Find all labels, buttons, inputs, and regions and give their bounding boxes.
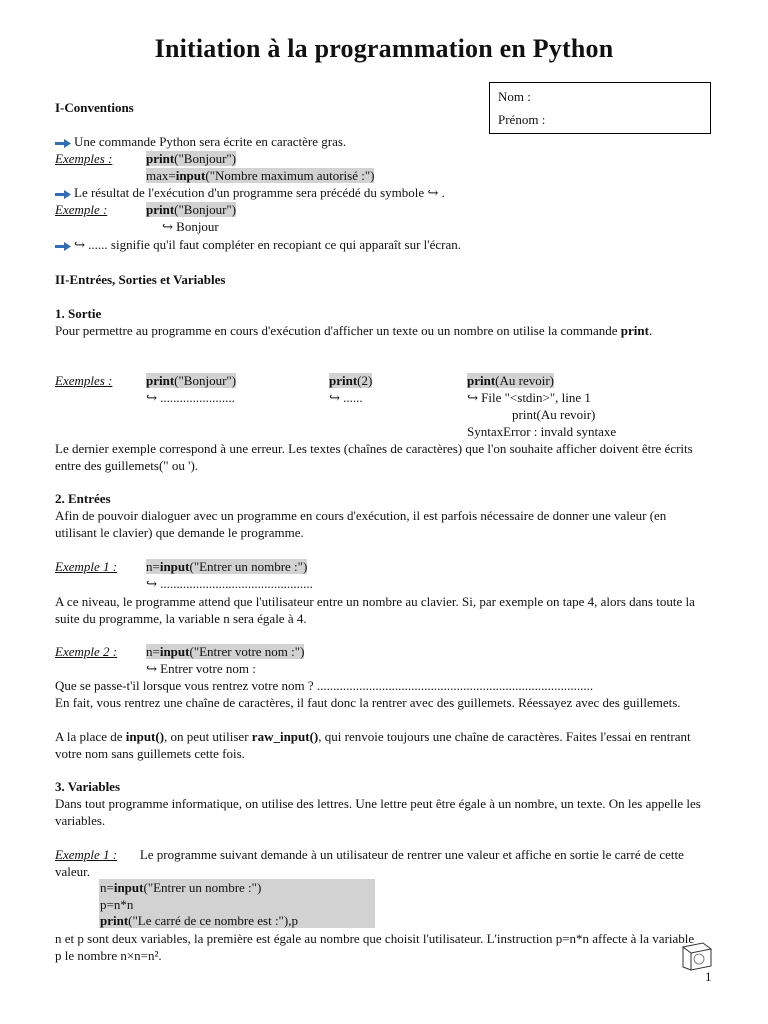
subheading-sortie: 1. Sortie [55, 306, 102, 321]
sortie-note: Le dernier exemple correspond à une erreur. Les textes (chaînes de caractères) que l'on souhaite afficher doivent être écrits entre des guillemets(" ou '). [55, 441, 693, 473]
variables-paragraph: Dans tout programme informatique, on utilise des lettres. Une lettre peut être égale à un nombre, un texte. On les appelle les variables. [55, 796, 701, 828]
convention-line-1: Une commande Python sera écrite en caractère gras. [55, 133, 346, 150]
sortie-result-3-line3: SyntaxError : invald syntaxe [467, 424, 617, 439]
name-box [489, 82, 711, 134]
variables-conclusion: n et p sont deux variables, la première est égale au nombre que choisit l'utilisateur. L'instruction p=n*n affecte à la variable p le nombre n×n=n². [55, 931, 695, 963]
page-title: Initiation à la programmation en Python [154, 34, 614, 63]
entrees-exemple-2-result: ↪ Entrer votre nom : [146, 661, 256, 676]
example-print-bonjour: print("Bonjour") [146, 151, 237, 166]
entrees-exemple-1-result: ↪ ............................................... [146, 576, 313, 591]
subheading-entrees: 2. Entrées [55, 491, 111, 506]
nom-label: Nom : [498, 89, 531, 104]
blue-arrow-icon [55, 139, 71, 148]
entrees-exemple-2-code: n=input("Entrer votre nom :") [146, 644, 305, 659]
example-print-bonjour-2: print("Bonjour") [146, 202, 237, 217]
example-result-bonjour: ↪ Bonjour [162, 219, 219, 234]
example-max-input: max=input("Nombre maximum autorisé :") [146, 168, 375, 183]
sortie-paragraph: Pour permettre au programme en cours d'exécution d'afficher un texte ou un nombre on utilise la commande print. [55, 323, 653, 338]
subheading-variables: 3. Variables [55, 779, 121, 794]
entrees-exemple-2-label: Exemple 2 : [55, 644, 118, 659]
sortie-example-3: print(Au revoir) [467, 373, 555, 388]
section-heading-conventions: I-Conventions [55, 100, 134, 115]
convention-line-3: ↪ ...... signifie qu'il faut compléter en recopiant ce qui apparaît sur l'écran. [55, 236, 461, 253]
exemples-label: Exemples : [55, 151, 113, 166]
sortie-result-3-line1: ↪ File "<stdin>", line 1 [467, 390, 591, 405]
entrees-guillemets-paragraph: En fait, vous rentrez une chaîne de caractères, il faut donc la rentrer avec des guillemets. Réessayez avec des guillemets. [55, 695, 681, 710]
page-number: 1 [705, 969, 712, 984]
code-line-2: p=n*n [100, 897, 134, 912]
entrees-paragraph: Afin de pouvoir dialoguer avec un programme en cours d'exécution, il est parfois nécessaire de donner une valeur (en utilisant le clavier) que demande le programme. [55, 508, 667, 540]
entrees-exemple-1-label: Exemple 1 : [55, 559, 118, 574]
cube-logo-icon [677, 939, 713, 971]
raw-input-paragraph: A la place de input(), on peut utiliser raw_input(), qui renvoie toujours une chaîne de caractères. Faites l'essai en rentrant votre nom sans guillemets cette fois. [55, 729, 691, 761]
exemple-label: Exemple : [55, 202, 108, 217]
code-line-1: n=input("Entrer un nombre :") [100, 880, 262, 895]
blue-arrow-icon [55, 242, 71, 251]
sortie-example-1: print("Bonjour") [146, 373, 237, 388]
entrees-exemple-1-code: n=input("Entrer un nombre :") [146, 559, 308, 574]
sortie-result-1: ↪ ....................... [146, 390, 235, 405]
convention-line-2: Le résultat de l'exécution d'un programme sera précédé du symbole ↪ . [55, 184, 445, 201]
prenom-label: Prénom : [498, 112, 546, 127]
blue-arrow-icon [55, 190, 71, 199]
variables-exemple-label: Exemple 1 : [55, 847, 118, 862]
entrees-question: Que se passe-t'il lorsque vous rentrez votre nom ? ..................................................................................... [55, 678, 594, 693]
sortie-example-2: print(2) [329, 373, 373, 388]
section-heading-entrees-sorties: II-Entrées, Sorties et Variables [55, 272, 226, 287]
variables-exemple-paragraph: Exemple 1 : Le programme suivant demande à un utilisateur de rentrer une valeur et affiche en sortie le carré de cette valeur. [55, 847, 684, 879]
sortie-result-3-line2: print(Au revoir) [512, 407, 596, 422]
entrees-exemple-1-paragraph: A ce niveau, le programme attend que l'utilisateur entre un nombre au clavier. Si, par exemple on tape 4, alors dans toute la suite du programme, la variable n sera égale à 4. [55, 594, 695, 626]
sortie-result-2: ↪ ...... [329, 390, 363, 405]
sortie-exemples-label: Exemples : [55, 373, 113, 388]
code-line-3: print("Le carré de ce nombre est :"),p [100, 913, 298, 928]
